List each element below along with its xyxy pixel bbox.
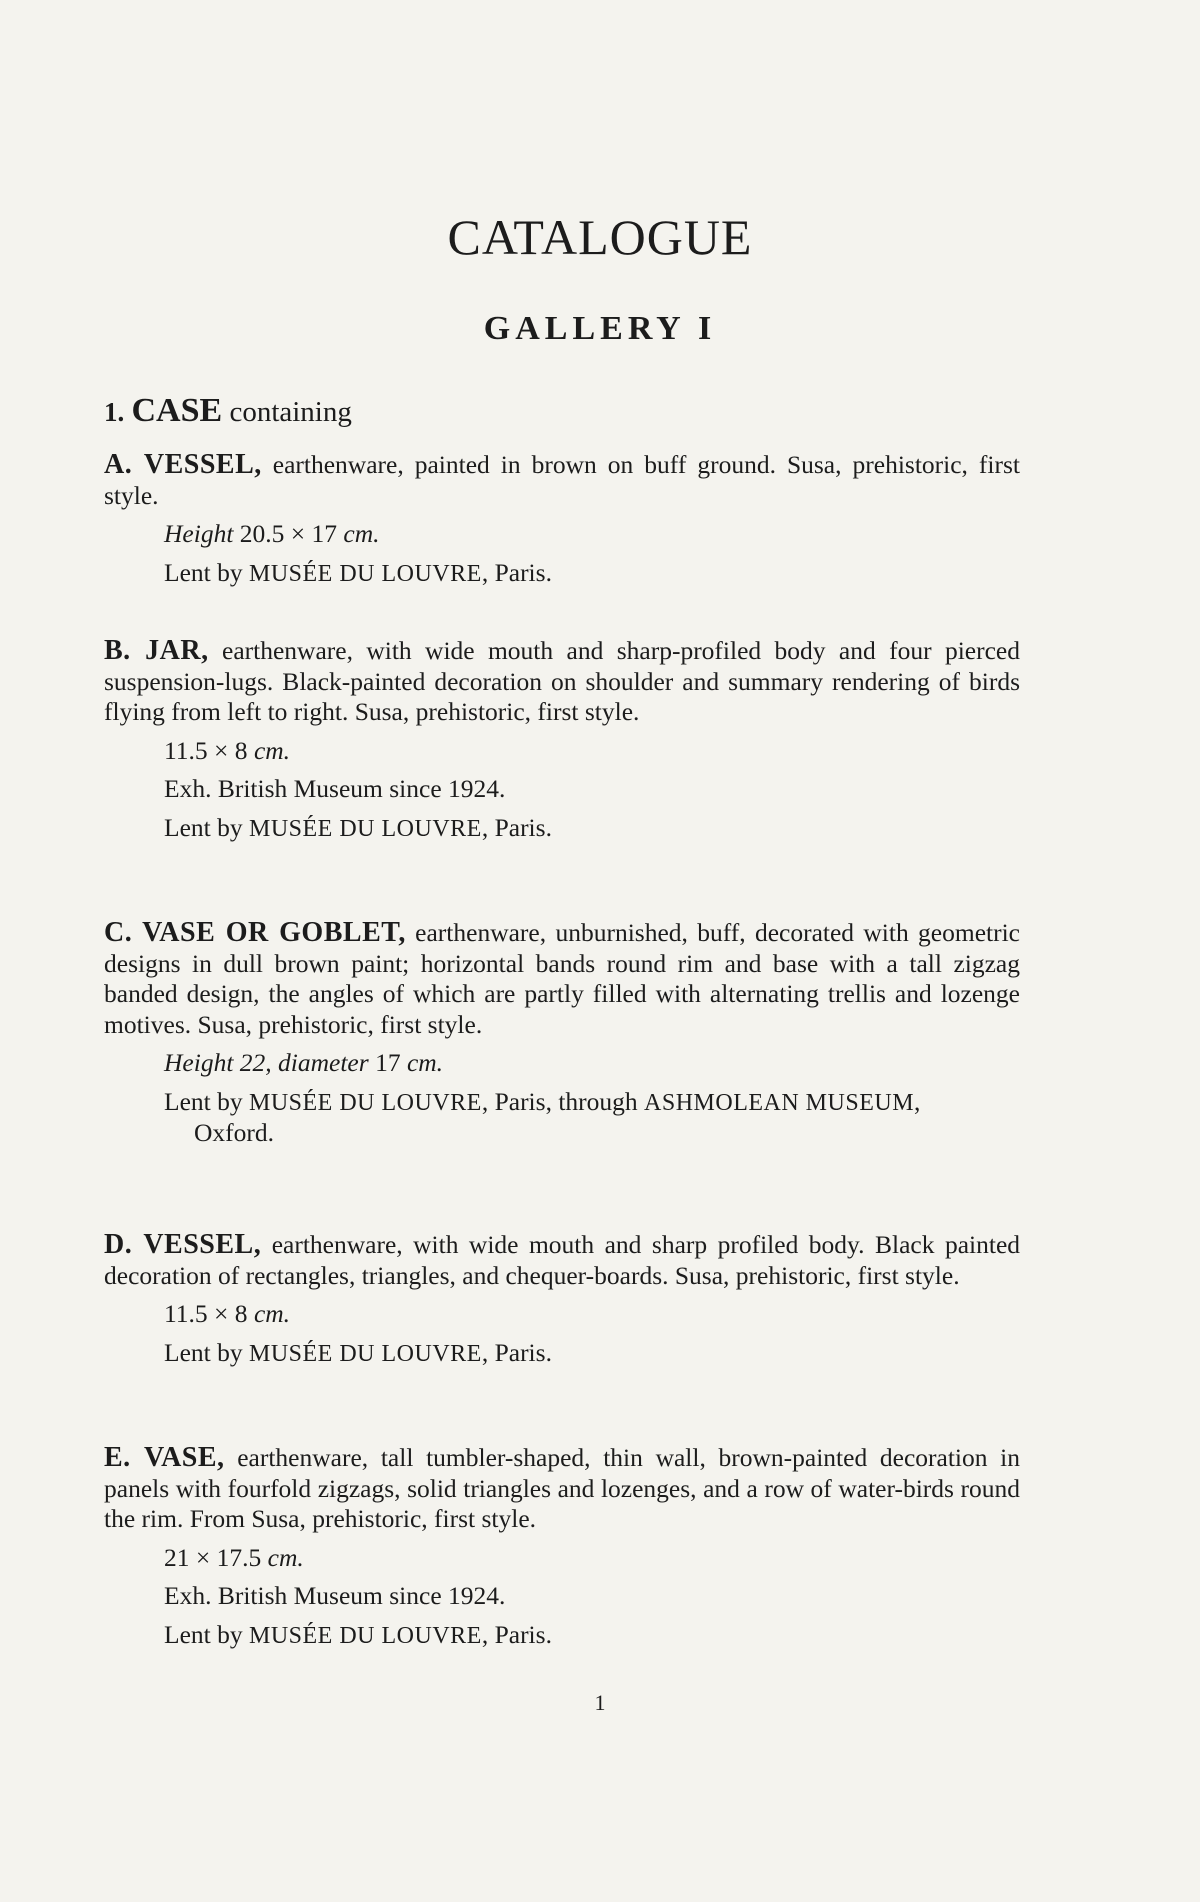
page-number: 1 [594,1690,606,1715]
entry-text: earthenware, with wide mouth and sharp-profiled body and four pierced suspension-lugs. Black-painted decoration on shoulder and summary rendering of birds flying from left to right. Susa, prehistoric, first style. [104,636,1020,726]
entry-b [104,636,1020,844]
entry-text: earthenware, tall tumbler-shaped, thin wall, brown-painted decoration in panels with fourfold zigzags, solid triangles and lozenges, and a row of water-birds round the rim. From Susa, prehistoric, first style. [104,1443,1021,1533]
entry-exhibition: Exh. British Museum since 1924. [164,1581,506,1610]
entry-lender: Lent by MUSÉE DU LOUVRE, Paris. [164,1619,552,1649]
entry-exhibition: Exh. British Museum since 1924. [164,774,506,803]
entry-description [104,636,1020,728]
entry-description [104,918,1020,1040]
entry-lender: Lent by MUSÉE DU LOUVRE, Paris. [164,1337,552,1367]
entry-head: A. VESSEL, [104,449,262,480]
entry-head: E. VASE, [104,1442,225,1473]
case-heading [104,392,352,430]
entry-description [104,450,1020,511]
entry-c [104,918,1020,1149]
case-suffix: containing [229,396,352,428]
entry-head: D. VESSEL, [104,1229,262,1260]
entry-dimensions: 11.5 × 8 cm. [164,1299,291,1328]
entry-lender-continuation: Oxford. [194,1118,275,1147]
entry-dimensions: Height 22, diameter 17 cm. [164,1048,444,1077]
entry-dimensions: Height 20.5 × 17 cm. [164,519,380,548]
entry-text: earthenware, with wide mouth and sharp profiled body. Black painted decoration of rectangles, triangles, and chequer-boards. Susa, prehistoric, first style. [104,1230,1021,1290]
entry-description [104,1230,1020,1291]
case-number: 1. [104,397,125,427]
entry-a [104,450,1020,589]
case-label: CASE [131,392,223,429]
entry-dimensions: 21 × 17.5 cm. [164,1542,304,1572]
entry-text: earthenware, painted in brown on buff ground. Susa, prehistoric, first style. [104,450,1021,510]
entry-description [104,1443,1020,1535]
entry-d [104,1230,1020,1369]
entry-head: B. JAR, [104,635,209,666]
entry-e [104,1443,1020,1651]
page-title: CATALOGUE [447,209,753,265]
entry-lender: Lent by MUSÉE DU LOUVRE, Paris. [164,812,552,842]
entry-lender: Lent by MUSÉE DU LOUVRE, Paris. [164,557,552,587]
entry-lender: Lent by MUSÉE DU LOUVRE, Paris, through ASHMOLEAN MUSEUM, Oxford. [164,1087,1020,1149]
entry-dimensions: 11.5 × 8 cm. [164,735,291,765]
gallery-heading: GALLERY I [483,310,717,347]
entry-text: earthenware, unburnished, buff, decorated with geometric designs in dull brown paint; horizontal bands round rim and base with a tall zigzag banded design, the angles of which are partly filled with alternating trellis and lozenge motives. Susa, prehistoric, first style. [104,918,1020,1039]
entry-head: C. VASE OR GOBLET, [104,917,406,948]
